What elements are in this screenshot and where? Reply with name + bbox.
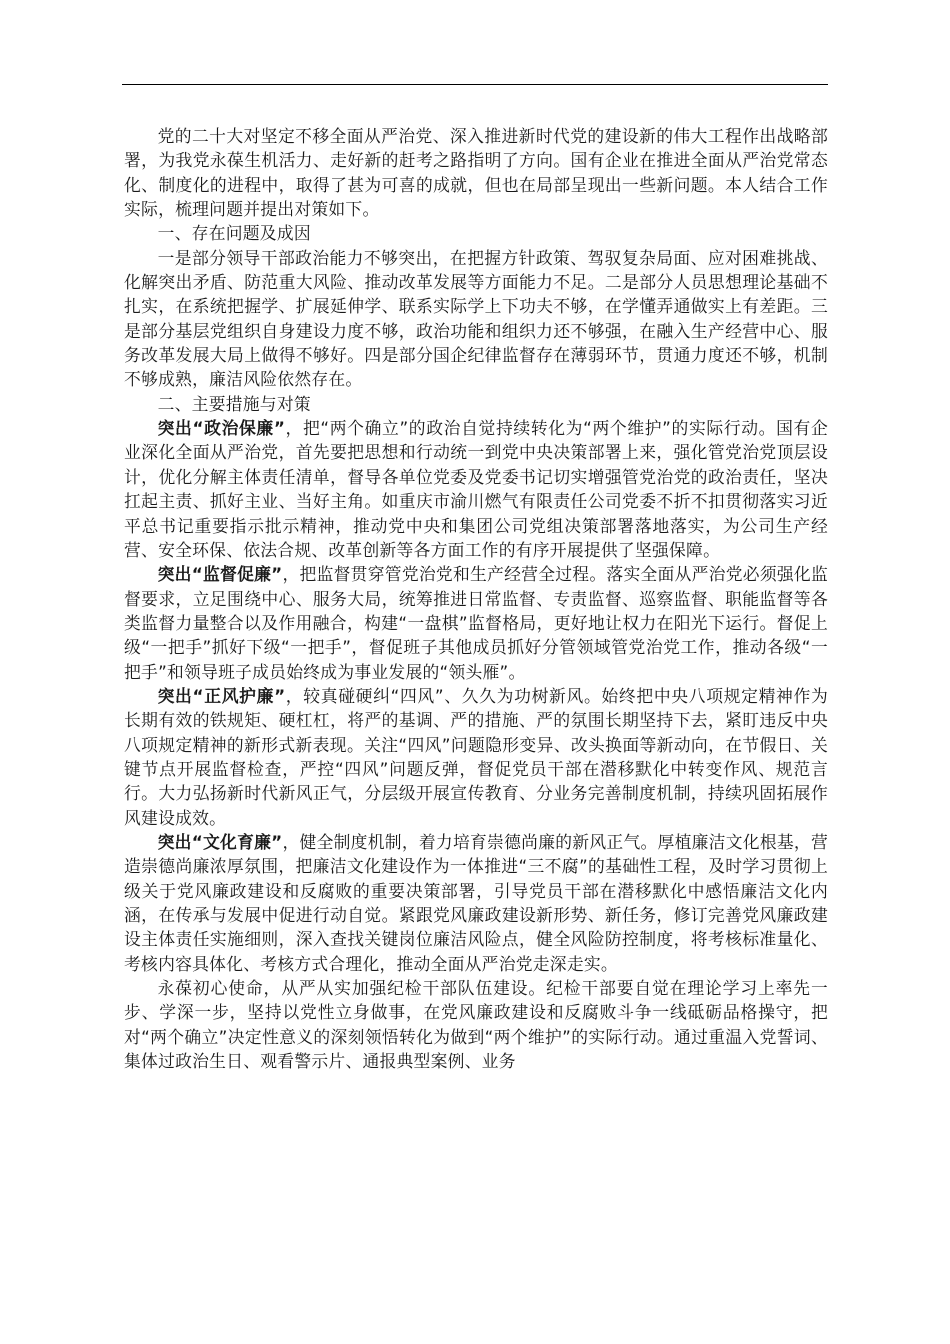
paragraph-political: 突出“政治保廉”，把“两个确立”的政治自觉持续转化为“两个维护”的实际行动。国有企业深化全面从严治党，首先要把思想和行动统一到党中央决策部署上来，强化管党治党顶层设计，优化分解主体责任清单，督导各单位党委及党委书记切实增强管党治党的政治责任，坚决扛起主责、抓好主业、当好主角。如重庆市渝川燃气有限责任公司党委不折不扣贯彻落实习近平总书记重要指示批示精神，推动党中央和集团公司党组决策部署落地落实，为公司生产经营、安全环保、依法合规、改革创新等各方面工作的有序开展提供了坚强保障。 — [124, 418, 828, 560]
paragraph-intro: 党的二十大对坚定不移全面从严治党、深入推进新时代党的建设新的伟大工程作出战略部署，为我党永葆生机活力、走好新的赶考之路指明了方向。国有企业在推进全面从严治党常态化、制度化的进程中，取得了甚为可喜的成就，但也在局部呈现出一些新问题。本人结合工作实际，梳理问题并提出对策如下。 — [124, 126, 828, 220]
document-body — [124, 124, 828, 1073]
paragraph-culture: 突出“文化育廉”，健全制度机制，着力培育崇德尚廉的新风正气。厚植廉洁文化根基，营造崇德尚廉浓厚氛围，把廉洁文化建设作为一体推进“三不腐”的基础性工程，及时学习贯彻上级关于党风廉政建设和反腐败的重要决策部署，引导党员干部在潜移默化中感悟廉洁文化内涵，在传承与发展中促进行动自觉。紧跟党风廉政建设新形势、新任务，修订完善党风廉政建设主体责任实施细则，深入查找关键岗位廉洁风险点，健全风险防控制度，将考核标准量化、考核内容具体化、考核方式合理化，推动全面从严治党走深走实。 — [124, 831, 828, 974]
paragraph-problems: 一是部分领导干部政治能力不够突出，在把握方针政策、驾驭复杂局面、应对困难挑战、化解突出矛盾、防范重大风险、推动改革发展等方面能力不足。二是部分人员思想理论基础不扎实，在系统把握学、扩展延伸学、联系实际学上下功夫不够，在学懂弄通做实上有差距。三是部分基层党组织自身建设力度不够，政治功能和组织力还不够强，在融入生产经营中心、服务改革发展大局上做得不够好。四是部分国企纪律监督存在薄弱环节，贯通力度还不够，机制不够成熟，廉洁风险依然存在。 — [124, 247, 828, 390]
paragraph-lead: 突出“正风护廉” — [157, 685, 286, 706]
paragraph-cadres: 永葆初心使命，从严从实加强纪检干部队伍建设。纪检干部要自觉在理论学习上率先一步、学深一步，坚持以党性立身做事，在党风廉政建设和反腐败斗争一线砥砺品格操守，把对“两个确立”决定性意义的深刻领悟转化为做到“两个维护”的实际行动。通过重温入党誓词、集体过政治生日、观看警示片、通报典型案例、业务 — [124, 978, 828, 1072]
section-heading-measures: 二、主要措施与对策 — [157, 393, 311, 414]
section-heading-problems: 一、存在问题及成因 — [157, 223, 311, 244]
paragraph-supervision: 突出“监督促廉”，把监督贯穿管党治党和生产经营全过程。落实全面从严治党必须强化监督要求，立足围绕中心、服务大局，统筹推进日常监督、专责监督、巡察监督、职能监督等各类监督力量整合以及作用融合，构建“一盘棋”监督格局，更好地让权力在阳光下运行。督促上级“一把手”抓好下级“一把手”，督促班子其他成员抓好分管领域管党治党工作，推动各级“一把手”和领导班子成员始终成为事业发展的“领头雁”。 — [124, 564, 828, 682]
paragraph-lead: 突出“文化育廉” — [157, 831, 283, 852]
paragraph-lead: 突出“监督促廉” — [157, 564, 283, 585]
header-rule — [122, 84, 828, 85]
paragraph-conduct: 突出“正风护廉”，较真碰硬纠“四风”、久久为功树新风。始终把中央八项规定精神作为长期有效的铁规矩、硬杠杠，将严的基调、严的措施、严的氛围长期坚持下去，紧盯违反中央八项规定精神的新形式新表现。关注“四风”问题隐形变异、改头换面等新动向，在节假日、关键节点开展监督检查，严控“四风”问题反弹，督促党员干部在潜移默化中转变作风、规范言行。大力弘扬新时代新风正气，分层级开展宣传教育、分业务完善制度机制，持续巩固拓展作风建设成效。 — [124, 685, 829, 828]
paragraph-lead: 突出“政治保廉” — [157, 418, 286, 439]
